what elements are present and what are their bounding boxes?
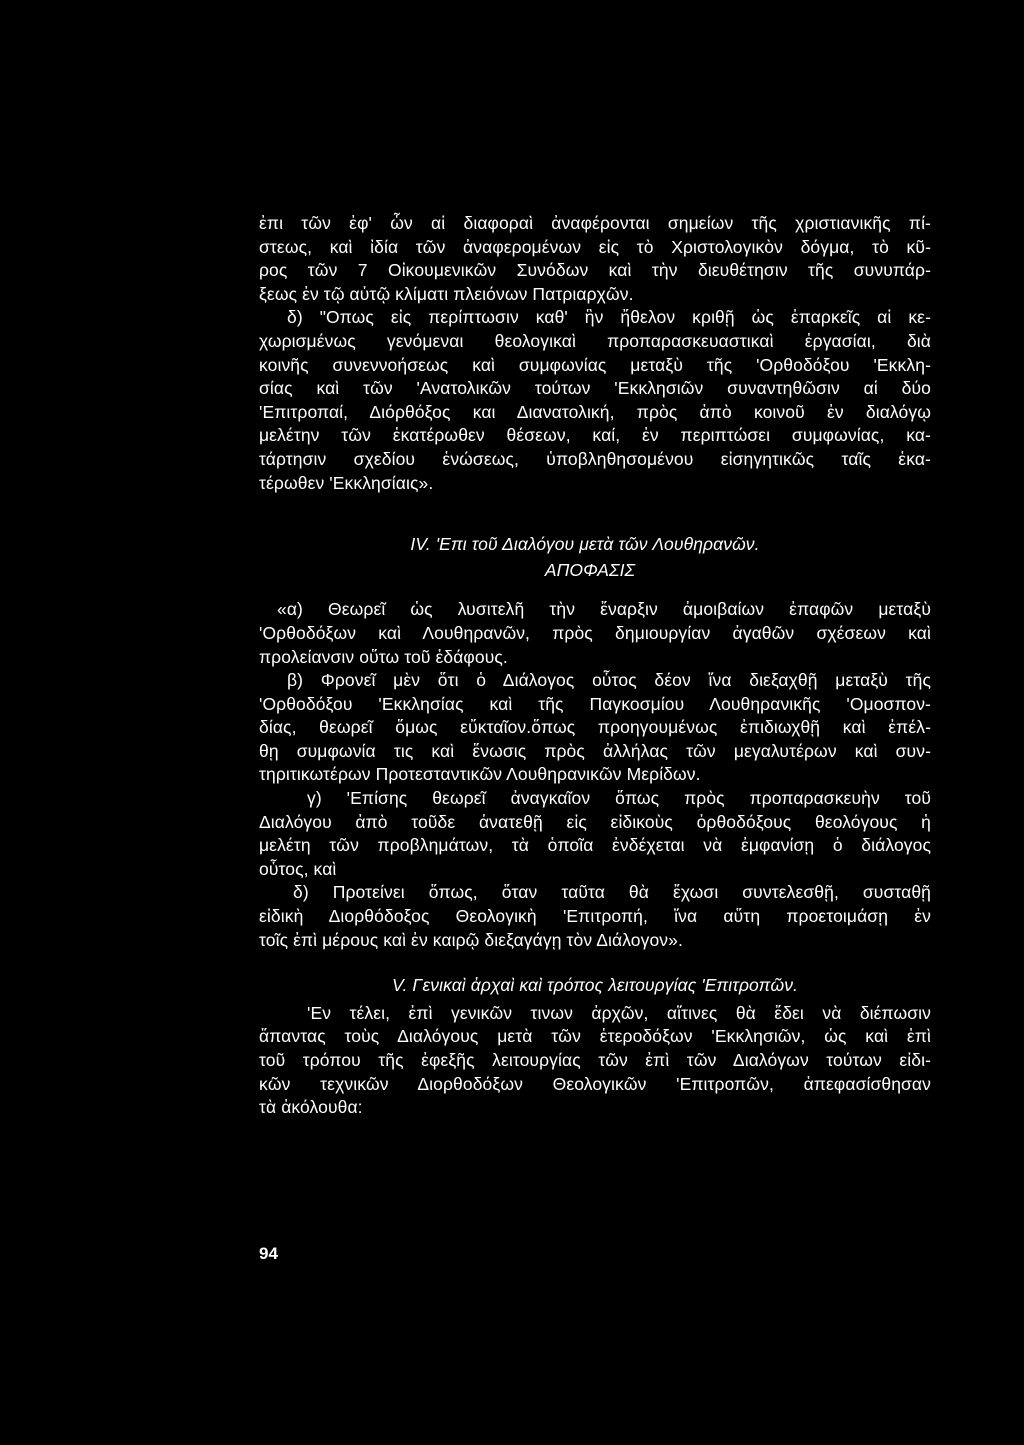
text-line: ξεως ἐν τῷ αὐτῷ κλίματι πλειόνων Πατριαρχῶν. <box>259 283 634 304</box>
spacer <box>259 495 931 517</box>
text-line: κῶν τεχνικῶν Διορθοδόξων Θεολογικῶν 'Επιτροπῶν, ἀπεφασίσθησαν <box>259 1073 931 1094</box>
text-line: στεως, καὶ ἰδία τῶν ἀναφερομένων εἰς τὸ Χριστολογικὸν δόγμα, τὸ κῦ- <box>259 236 931 257</box>
paragraph-final <box>259 1002 931 1120</box>
text-line: τάρτησιν σχεδίου ἑνώσεως, ὑποβληθησομένου εἰσηγητικῶς ταῖς ἑκα- <box>259 448 931 469</box>
text-line: χωρισμένως γενόμεναι θεολογικαὶ προπαρασκευαστικαὶ ἐργασίαι, διὰ <box>259 330 931 351</box>
text-line: ρος τῶν 7 Οἰκουμενικῶν Συνόδων καὶ τὴν διευθέτησιν τῆς συνυπάρ- <box>259 260 931 281</box>
paragraph-d <box>259 881 931 952</box>
page-number: 94 <box>259 1244 278 1263</box>
text-line: δίας, θεωρεῖ ὅμως εὔκταῖον.ὅπως προηγουμένως ἐπιδιωχθῇ καὶ ἐπέλ- <box>259 717 931 738</box>
paragraph-a <box>259 598 931 669</box>
text-line: τηριτικωτέρων Προτεσταντικῶν Λουθηρανικῶν Μερίδων. <box>259 764 701 785</box>
text-line: Διαλόγου ἀπὸ τοῦδε ἀνατεθῇ εἰς εἰδικοὺς ὀρθοδόξους θεολόγους ἡ <box>259 811 931 832</box>
document-body <box>259 212 931 1120</box>
text-line: τοῦ τρόπου τῆς ἐφεξῆς λειτουργίας τῶν ἐπὶ τῶν Διαλόγων τούτων εἰδι- <box>259 1050 931 1070</box>
spacer <box>259 952 931 974</box>
text-line: τέρωθεν 'Εκκλησίαις». <box>259 472 434 493</box>
text-line: δ) "Οπως εἰς περίπτωσιν καθ' ἣν ἤθελον κριθῇ ὡς ἐπαρκεῖς αἱ κε- <box>287 307 931 328</box>
text-line: θῃ συμφωνία τις καὶ ἕνωσις πρὸς ἀλλήλας τῶν μεγαλυτέρων καὶ συν- <box>259 740 931 761</box>
paragraph-b <box>259 669 931 787</box>
text-line: σίας καὶ τῶν 'Ανατολικῶν τούτων 'Εκκλησιῶν συναντηθῶσιν αἱ δύο <box>259 378 931 399</box>
text-line: εἰδικὴ Διορθόδοξος Θεολογικὴ 'Επιτροπή, ἵνα αὕτη προετοιμάσῃ ἐν <box>259 906 931 927</box>
text-line: οὗτος, καὶ <box>259 858 337 879</box>
text-line: κοινῆς συνεννοήσεως καὶ συμφωνίας μεταξὺ τῆς 'Ορθοδόξου 'Εκκλη- <box>259 354 931 375</box>
text-line: γ) 'Επίσης θεωρεῖ ἀναγκαῖον ὅπως πρὸς προπαρασκευὴν τοῦ <box>307 788 931 809</box>
text-line: β) Φρονεῖ μὲν ὅτι ὁ Διάλογος οὗτος δέον ἵνα διεξαχθῇ μεταξὺ τῆς <box>287 670 931 691</box>
paragraph-c <box>259 787 931 881</box>
text-line: ἐπι τῶν ἐφ' ὧν αἱ διαφοραὶ ἀναφέρονται σημείων τῆς χριστιανικῆς πί- <box>259 213 931 233</box>
decision-heading: ΑΠΟΦΑΣΙΣ <box>544 559 636 580</box>
text-line: 'Εν τέλει, ἐπὶ γενικῶν τινων ἀρχῶν, αἵτινες θὰ ἔδει νὰ διέπωσιν <box>307 1002 931 1023</box>
text-line: 'Επιτροπαί, Διόρθόξος και Διανατολική, πρὸς ἀπὸ κοινοῦ ἐν διαλόγῳ <box>259 401 931 422</box>
text-line: «α) Θεωρεῖ ὡς λυσιτελῆ τὴν ἔναρξιν ἀμοιβαίων ἐπαφῶν μεταξὺ <box>277 599 931 620</box>
spacer <box>259 517 931 533</box>
section-heading-v: V. Γενικαὶ ἀρχαὶ καὶ τρόπος λειτουργίας 'Επιτροπῶν. <box>391 975 799 996</box>
text-line: μελέτη τῶν προβλημάτων, τὰ ὁποῖα ἐνδέχεται νὰ ἐμφανίσῃ ὁ διάλογος <box>259 835 931 856</box>
text-line: μελέτην τῶν ἑκατέρωθεν θέσεων, καί, ἐν περιπτώσει συμφωνίας, κα- <box>259 425 931 446</box>
text-line: ἅπαντας τοὺς Διαλόγους μετὰ τῶν ἑτεροδόξων 'Εκκλησιῶν, ὡς καὶ ἐπὶ <box>259 1026 931 1047</box>
text-line: δ) Προτείνει ὅπως, ὅταν ταῦτα θὰ ἔχωσι συντελεσθῇ, συσταθῇ <box>293 882 931 903</box>
paragraph-continuation <box>259 212 931 306</box>
text-line: τοῖς ἐπὶ μέρους καὶ ἐν καιρῷ διεξαγάγῃ τὸν Διάλογον». <box>259 929 683 950</box>
section-heading-iv: IV. 'Επι τοῦ Διαλόγου μετὰ τῶν Λουθηρανῶν. <box>410 534 760 555</box>
text-line: 'Ορθοδόξου 'Εκκλησίας καὶ τῆς Παγκοσμίου Λουθηρανικῆς 'Ομοσπον- <box>259 693 931 714</box>
text-line: τὰ ἀκόλουθα: <box>259 1097 363 1118</box>
paragraph-delta <box>259 306 931 495</box>
text-line: προλείανσιν οὕτω τοῦ ἐδάφους. <box>259 646 508 667</box>
text-line: 'Ορθοδόξων καὶ Λουθηρανῶν, πρὸς δημιουργίαν ἀγαθῶν σχέσεων καὶ <box>259 622 931 643</box>
spacer <box>259 582 931 598</box>
